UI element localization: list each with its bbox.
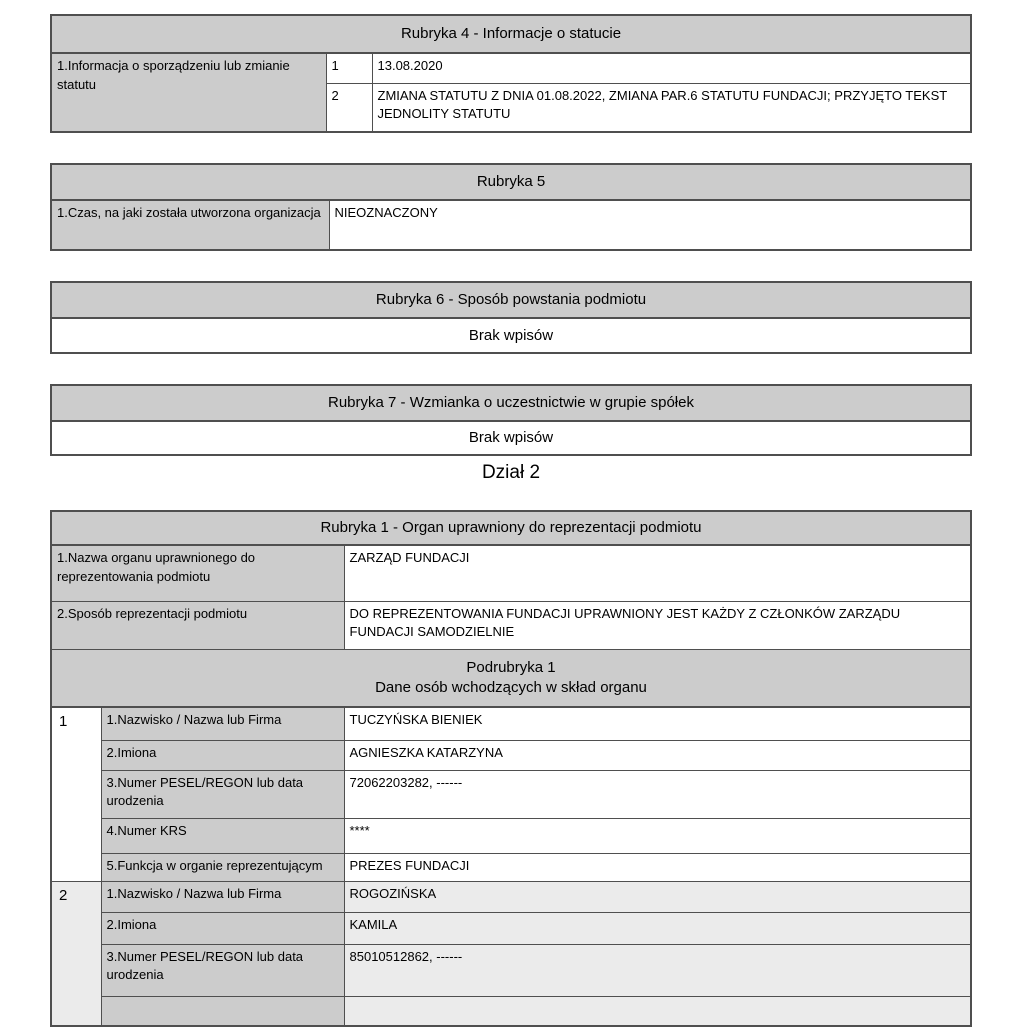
podrubryka-1-header <box>51 649 971 707</box>
dzial-2-heading: Dział 2 <box>481 462 541 483</box>
field-label: 2.Sposób reprezentacji podmiotu <box>51 601 344 649</box>
field-label <box>101 996 344 1026</box>
rubryka-5-table <box>50 163 972 251</box>
field-value: ROGOZIŃSKA <box>344 881 971 912</box>
rubryka-7-table <box>50 384 972 456</box>
rubryka-1-title: Rubryka 1 - Organ uprawniony do reprezentacji podmiotu <box>51 511 971 545</box>
podrubryka-1-title: Podrubryka 1 <box>466 658 556 676</box>
rubryka-1-table <box>50 510 972 1027</box>
no-entries-text: Brak wpisów <box>51 318 971 353</box>
krs-extract-document <box>50 14 972 1027</box>
field-label: 4.Numer KRS <box>101 818 344 853</box>
rubryka-6-title: Rubryka 6 - Sposób powstania podmiotu <box>51 282 971 318</box>
field-label: 1.Nazwisko / Nazwa lub Firma <box>101 707 344 740</box>
field-label: 3.Numer PESEL/REGON lub data urodzenia <box>101 944 344 996</box>
rubryka-4-table <box>50 14 972 133</box>
field-value: 85010512862, ------ <box>344 944 971 996</box>
field-value: TUCZYŃSKA BIENIEK <box>344 707 971 740</box>
field-value: 13.08.2020 <box>372 53 971 83</box>
field-label: 3.Numer PESEL/REGON lub data urodzenia <box>101 770 344 818</box>
field-label: 2.Imiona <box>101 912 344 944</box>
rubryka-6-table <box>50 281 972 354</box>
field-label: 2.Imiona <box>101 740 344 770</box>
field-value: DO REPREZENTOWANIA FUNDACJI UPRAWNIONY JEST KAŻDY Z CZŁONKÓW ZARZĄDU FUNDACJI SAMODZIELNIE <box>344 601 971 649</box>
rubryka-7-title: Rubryka 7 - Wzmianka o uczestnictwie w grupie spółek <box>51 385 971 421</box>
field-label: 1.Nazwisko / Nazwa lub Firma <box>101 881 344 912</box>
field-value: AGNIESZKA KATARZYNA <box>344 740 971 770</box>
no-entries-text: Brak wpisów <box>51 421 971 455</box>
field-label: 1.Nazwa organu uprawnionego do reprezentowania podmiotu <box>51 545 344 601</box>
person-number: 2 <box>51 881 101 1026</box>
entry-index: 1 <box>326 53 372 83</box>
field-label: 1.Czas, na jaki została utworzona organizacja <box>51 200 329 250</box>
field-value: **** <box>344 818 971 853</box>
field-value: NIEOZNACZONY <box>329 200 971 250</box>
field-value: KAMILA <box>344 912 971 944</box>
rubryka-4-title: Rubryka 4 - Informacje o statucie <box>51 15 971 53</box>
field-value <box>344 996 971 1026</box>
field-label: 1.Informacja o sporządzeniu lub zmianie statutu <box>51 53 326 132</box>
field-value: 72062203282, ------ <box>344 770 971 818</box>
rubryka-5-title: Rubryka 5 <box>51 164 971 200</box>
person-number: 1 <box>51 707 101 881</box>
field-value: ZARZĄD FUNDACJI <box>344 545 971 601</box>
field-value: PREZES FUNDACJI <box>344 853 971 881</box>
entry-index: 2 <box>326 83 372 132</box>
field-label: 5.Funkcja w organie reprezentującym <box>101 853 344 881</box>
podrubryka-1-subtitle: Dane osób wchodzących w skład organu <box>375 678 647 696</box>
field-value: ZMIANA STATUTU Z DNIA 01.08.2022, ZMIANA PAR.6 STATUTU FUNDACJI; PRZYJĘTO TEKST JEDNOLITY STATUTU <box>372 83 971 132</box>
